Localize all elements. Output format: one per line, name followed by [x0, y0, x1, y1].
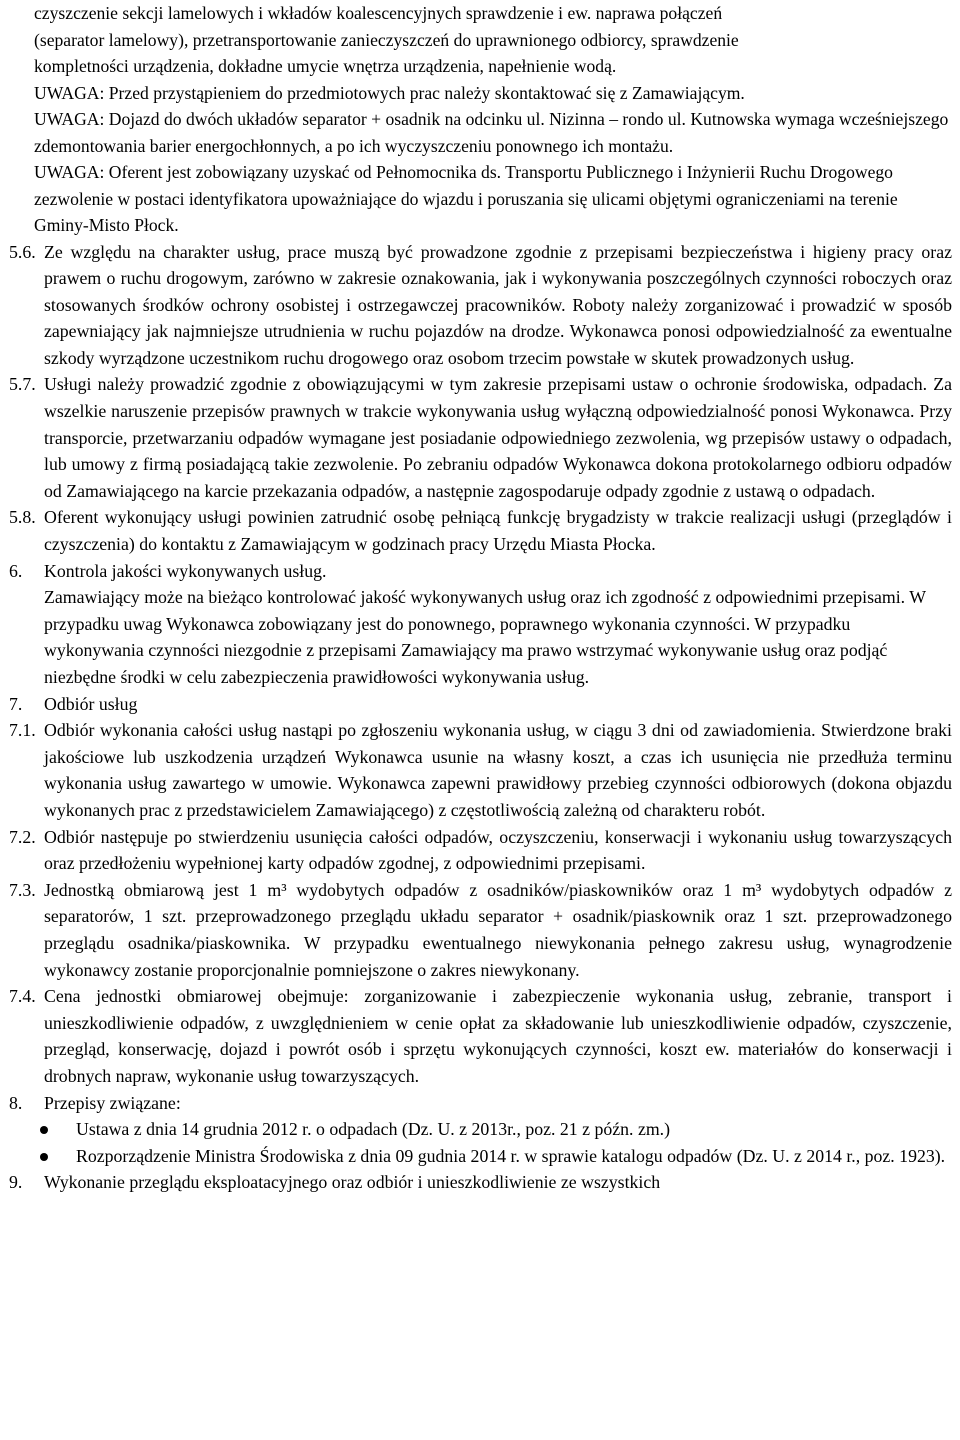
section-number: 7.4.	[9, 986, 36, 1007]
section-number: 9.	[9, 1172, 23, 1193]
note-permit: UWAGA: Oferent jest zobowiązany uzyskać od Pełnomocnika ds. Transportu Publicznego i Inżynierii Ruchu Drogowego zezwolenie w postaci identyfikatora upoważniające do wjazdu i poruszania się ulicami objętymi ograniczeniami na terenie Gminy-Misto Płock.	[34, 162, 898, 235]
note-contact: UWAGA: Przed przystąpieniem do przedmiotowych prac należy skontaktować się z Zamawiającym.	[34, 82, 745, 103]
section-title: Kontrola jakości wykonywanych usług.	[44, 560, 327, 581]
note-access-route: UWAGA: Dojazd do dwóch układów separator + osadnik na odcinku ul. Nizinna – rondo ul. Kutnowska wymaga wcześniejszego zdemontowania barier energochłonnych, a po ich wyczyszczeniu ponownego ich montażu.	[34, 109, 949, 156]
section-text: Jednostką obmiarową jest 1 m³ wydobytych odpadów z osadników/piaskowników oraz 1 m³ wydobytych odpadów z separatorów, 1 szt. przeprowadzonego przeglądu układu separator + osadnik/piaskownik oraz 1 szt. przeprowadzonego przeglądu osadnika/piaskownika. W przypadku ewentualnego niewykonania pełnego zakresu usług, wynagrodzenie wykonawcy zostanie proporcjonalnie pomniejszone o zakres niewykonany.	[44, 879, 952, 980]
section-text: Cena jednostki obmiarowej obejmuje: zorganizowanie i zabezpieczenie wykonania usług, zebranie, transport i unieszkodliwienie odpadów, z uwzględnieniem w cenie opłat za składowanie lub unieszkodliwienie odpadów, czyszczenie, przegląd, konserwację, dojazd i powrót osób i sprzętu wykonujących czynności, koszt ew. materiałów do konserwacji i drobnych napraw, wykonanie usług towarzyszących.	[44, 986, 952, 1086]
section-7-1	[9, 717, 952, 823]
section-8-heading	[9, 1090, 952, 1117]
bullet-icon	[40, 1153, 48, 1161]
list-item	[9, 1116, 952, 1143]
section-title: Przepisy związane:	[44, 1092, 181, 1113]
section-text: Odbiór następuje po stwierdzeniu usunięcia całości odpadów, oczyszczeniu, konserwacji i wykonaniu usług towarzyszących oraz przedłożeniu wypełnionej karty odpadów zgodnej, z odpowiednimi przepisami.	[44, 826, 952, 874]
section-6-heading	[9, 558, 952, 585]
section-number: 5.6.	[9, 241, 36, 262]
section-number: 7.3.	[9, 879, 36, 900]
section-number: 5.8.	[9, 507, 36, 528]
section-number: 6.	[9, 560, 23, 581]
section-text: Oferent wykonujący usługi powinien zatrudnić osobę pełniącą funkcję brygadzisty w trakcie realizacji usługi (przeglądów i czyszczenia) do kontaktu z Zamawiającym w godzinach pracy Urzędu Miasta Płocka.	[44, 507, 952, 555]
section-7-3	[9, 877, 952, 983]
section-number: 7.2.	[9, 826, 36, 847]
section-6-text: Zamawiający może na bieżąco kontrolować jakość wykonywanych usług oraz ich zgodność z odpowiednimi przepisami. W przypadku uwag Wykonawca zobowiązany jest do ponownego, poprawnego wykonania czynności. W przypadku wykonywania czynności niezgodnie z przepisami Zamawiający ma prawo wstrzymać wykonywanie usług oraz podjąć niezbędne środki w celu zabezpieczenia prawidłowości wykonywania usług.	[44, 587, 926, 687]
section-text: Ze względu na charakter usług, prace muszą być prowadzone zgodnie z przepisami bezpieczeństwa i higieny pracy oraz prawem o ruchu drogowym, zarówno w zakresie oznakowania, jak i wykonywania poszczególnych czynności roboczych oraz stosowanych środków ochrony osobistej i ostrzegawczej pracowników. Roboty należy zorganizować i prowadzić w sposób zapewniający jak najmniejsze utrudnienia w ruchu pojazdów na drodze. Wykonawca ponosi odpowiedzialność za ewentualne szkody wyrządzone uczestnikom ruchu drogowego oraz osobom trzecim powstałe w skutek prowadzonych usług.	[44, 241, 952, 368]
section-text: Usługi należy prowadzić zgodnie z obowiązującymi w tym zakresie przepisami ustaw o ochronie środowiska, odpadach. Za wszelkie naruszenie przepisów prawnych w trakcie wykonywania usług wyłączną odpowiedzialność ponosi Wykonawca. Przy transporcie, przetwarzaniu odpadów wymagane jest posiadanie odpowiedniego zezwolenia, wg przepisów ustawy o odpadach, lub umowy z firmą posiadającą takie zezwolenie. Po zebraniu odpadów Wykonawca dokona protokolarnego odbioru odpadów od Zamawiającego na karcie przekazania odpadów, a następnie zagospodaruje odpady zgodnie z ustawą o odpadach.	[44, 374, 952, 501]
section-text: Odbiór wykonania całości usług nastąpi po zgłoszeniu wykonania usług, w ciągu 3 dni od zawiadomienia. Stwierdzone braki jakościowe lub uszkodzenia urządzeń Wykonawca usunie na własny koszt, a czas ich usunięcia nie przedłuża terminu wykonania usług zawartego w umowie. Wykonawca zapewni prawidłowy przebieg czynności odbiorowych (dokona objazdu wykonanych prac z przedstawicielem Zamawiającego) z częstotliwością zależną od charakteru robót.	[44, 720, 952, 820]
list-item	[9, 1143, 952, 1170]
section-number: 7.1.	[9, 720, 36, 741]
bullet-icon	[40, 1126, 48, 1134]
section-title: Wykonanie przeglądu eksploatacyjnego oraz odbiór i unieszkodliwienie ze wszystkich	[44, 1172, 661, 1193]
text-line: czyszczenie sekcji lamelowych i wkładów koalescencyjnych sprawdzenie i ew. naprawa połączeń	[34, 3, 723, 23]
continuation-paragraph	[34, 0, 952, 80]
section-9-heading	[9, 1169, 952, 1196]
list-item-text: Ustawa z dnia 14 grudnia 2012 r. o odpadach (Dz. U. z 2013r., poz. 21 z późn. zm.)	[76, 1119, 671, 1140]
section-number: 8.	[9, 1092, 23, 1113]
section-number: 7.	[9, 693, 23, 714]
list-item-text: Rozporządzenie Ministra Środowiska z dnia 09 gudnia 2014 r. w sprawie katalogu odpadów (Dz. U. z 2014 r., poz. 1923).	[76, 1145, 946, 1166]
section-number: 5.7.	[9, 374, 36, 395]
section-5-8	[9, 504, 952, 557]
section-7-2	[9, 824, 952, 877]
section-7-4	[9, 983, 952, 1089]
section-5-6	[9, 239, 952, 372]
section-5-7	[9, 371, 952, 504]
section-7-heading	[9, 691, 952, 718]
section-title: Odbiór usług	[44, 693, 138, 714]
text-line: kompletności urządzenia, dokładne umycie wnętrza urządzenia, napełnienie wodą.	[34, 56, 617, 76]
text-line: (separator lamelowy), przetransportowanie zanieczyszczeń do uprawnionego odbiorcy, sprawdzenie	[34, 29, 739, 50]
